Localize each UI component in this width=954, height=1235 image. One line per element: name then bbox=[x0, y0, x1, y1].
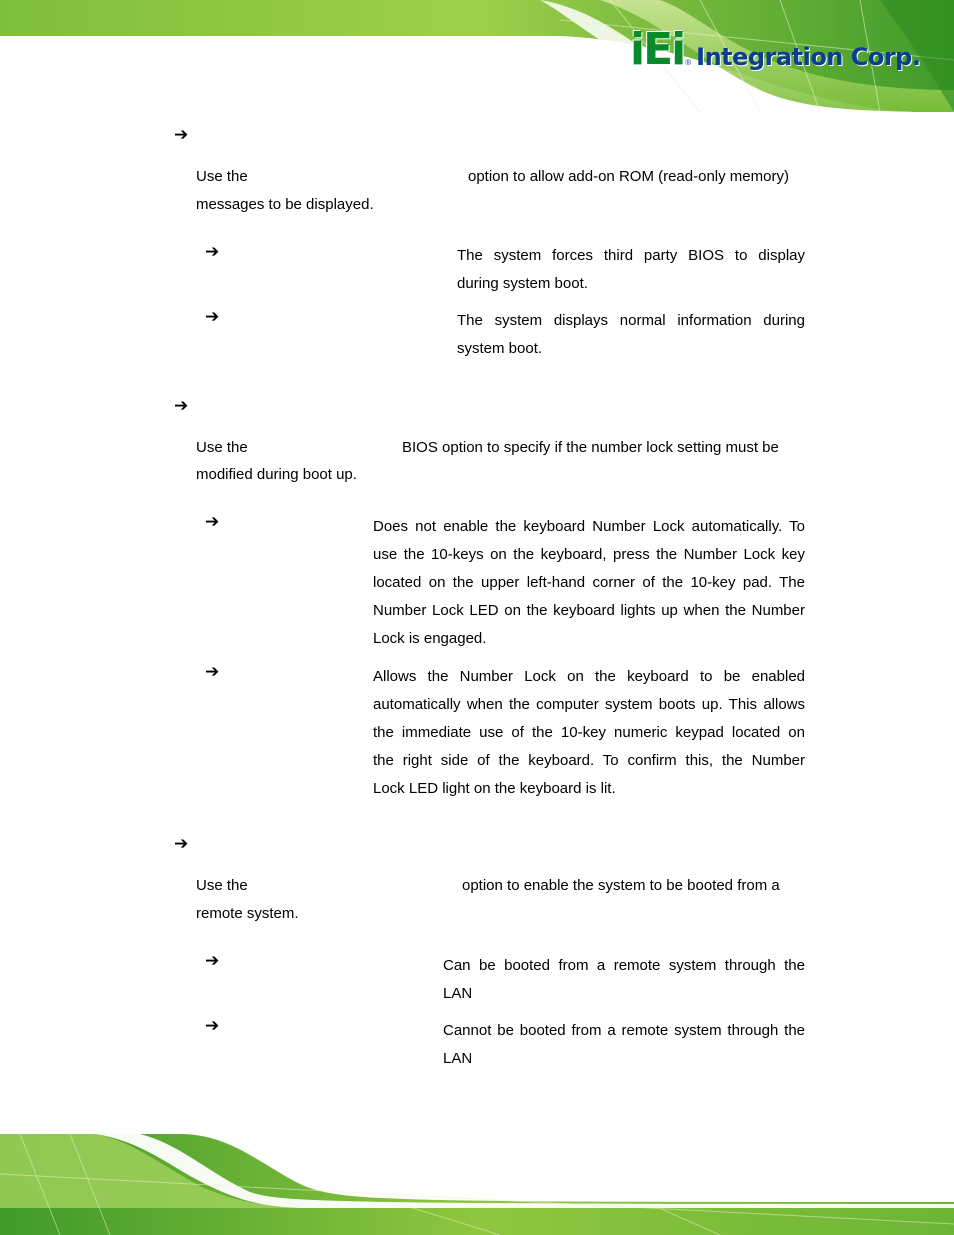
option-description: Lock is engaged. bbox=[373, 630, 487, 647]
intro-text-line2: messages to be displayed. bbox=[196, 196, 374, 213]
intro-text-start: Use the bbox=[196, 168, 248, 185]
option-description: located on the upper left-hand corner of the 10-key pad. The bbox=[373, 574, 805, 591]
option-description-line2: system boot. bbox=[457, 340, 543, 357]
option-arrow-icon: ➔ bbox=[205, 662, 220, 682]
option-description: Allows the Number Lock on the keyboard to be enabled bbox=[373, 668, 805, 685]
section-arrow-icon: ➔ bbox=[174, 125, 189, 145]
option-arrow-icon: ➔ bbox=[205, 512, 220, 532]
option-description: The system displays normal information during bbox=[457, 312, 805, 329]
option-description-line2: LAN bbox=[443, 1050, 473, 1067]
logo-wordmark: Integration Corp. bbox=[696, 43, 921, 71]
intro-text-start: Use the bbox=[196, 877, 248, 894]
option-description: Lock LED light on the keyboard is lit. bbox=[373, 780, 616, 797]
option-description-line2: LAN bbox=[443, 985, 473, 1002]
registered-mark: ® bbox=[685, 58, 692, 67]
option-description: The system forces third party BIOS to display bbox=[457, 247, 805, 264]
intro-text-start: Use the bbox=[196, 439, 248, 456]
intro-text-end: BIOS option to specify if the number lock setting must be bbox=[402, 439, 779, 456]
option-arrow-icon: ➔ bbox=[205, 242, 220, 262]
option-description: Number Lock LED on the keyboard lights up when the Number bbox=[373, 602, 805, 619]
intro-text-line2: modified during boot up. bbox=[196, 466, 357, 483]
option-arrow-icon: ➔ bbox=[205, 951, 220, 971]
option-arrow-icon: ➔ bbox=[205, 1016, 220, 1036]
option-description: Can be booted from a remote system through the bbox=[443, 957, 805, 974]
footer-graphic bbox=[0, 1134, 954, 1235]
option-description: the immediate use of the 10-key numeric keypad located on bbox=[373, 724, 805, 741]
option-arrow-icon: ➔ bbox=[205, 307, 220, 327]
intro-text-line2: remote system. bbox=[196, 905, 299, 922]
intro-text-end: option to allow add-on ROM (read-only memory) bbox=[468, 168, 789, 185]
option-description: Does not enable the keyboard Number Lock automatically. To bbox=[373, 518, 805, 535]
option-description: use the 10-keys on the keyboard, press the Number Lock key bbox=[373, 546, 805, 563]
intro-text-end: option to enable the system to be booted from a bbox=[462, 877, 780, 894]
option-description: Cannot be booted from a remote system through the bbox=[443, 1022, 805, 1039]
logo-mark: iEi bbox=[630, 24, 685, 75]
option-description: the right side of the keyboard. To confirm this, the Number bbox=[373, 752, 805, 769]
header-banner bbox=[0, 0, 954, 112]
option-description-line2: during system boot. bbox=[457, 275, 588, 292]
company-logo bbox=[630, 24, 921, 75]
option-description: automatically when the computer system boots up. This allows bbox=[373, 696, 805, 713]
section-arrow-icon: ➔ bbox=[174, 834, 189, 854]
section-arrow-icon: ➔ bbox=[174, 396, 189, 416]
